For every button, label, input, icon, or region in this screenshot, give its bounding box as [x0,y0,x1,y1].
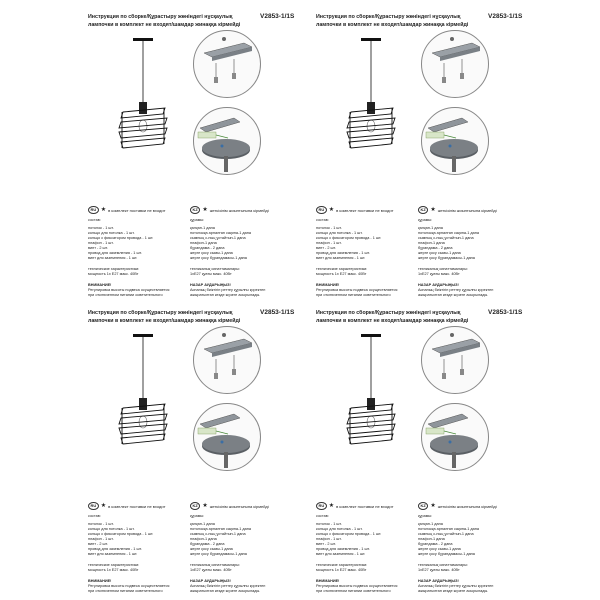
ru-item: провод для заземления - 1 шт. [88,251,142,255]
kz-warning-title: НАЗАР АУДАРЫҢЫЗ! [418,283,459,287]
pendant-lamp-illustration [113,326,183,476]
ru-spec: мощность 1х E27 макс. 40Вт [88,568,139,572]
ru-spec: технические характеристики: [316,267,368,271]
star-icon: ★ [100,503,107,509]
kz-item: бұрандама - 2 дана [418,246,453,250]
kz-item: жерге қосу сымы-1 дана [190,251,233,255]
ru-item: провод для заземления - 1 шт. [316,547,370,551]
ru-item: кольцо для потолка - 1 шт. [316,231,363,235]
kz-warning-text: ажыратылған кезде жүзеге асырылады. [418,589,489,593]
header-note: лампочки в комплект не входят/шамдар жинаққа кірмейді [88,318,241,324]
kz-warning-title: НАЗАР АУДАРЫҢЫЗ! [190,579,231,583]
ru-item: винт - 2 шт. [88,246,108,250]
ru-badge: RU [88,502,99,510]
legend-kz [418,502,497,510]
legend-kz-text: жеткізілім жиынтығына кірмейді [437,207,497,213]
detail-mount-zoom [193,107,261,175]
kz-spec: 1хЕ27 қуаты макс. 40Вт [418,272,460,276]
kz-item: сымның с-ның ұстайтын-1 дана [418,236,474,240]
legend-kz [190,206,269,214]
kz-spec: техникалық сипаттамалары: [418,267,468,271]
kz-spec: техникалық сипаттамалары: [190,563,240,567]
ru-item: плафон - 1 шт. [316,537,342,541]
kz-warning-text: Аспаның биіктігін реттеу құрылғы қоректен [190,288,266,292]
legend-ru-text: в комплект поставки не входит [336,503,394,509]
model-code: V2853-1/1S [260,13,295,20]
ru-spec: технические характеристики: [316,563,368,567]
kz-item: сымның с-ның ұстайтын-1 дана [190,532,246,536]
ru-item: кольцо для потолка - 1 шт. [88,231,135,235]
kz-item: жерге қосу бұрандамасы-1 дана [190,552,247,556]
legend-kz-text: жеткізілім жиынтығына кірмейді [209,207,269,213]
ru-column [88,218,186,298]
ru-badge: RU [316,206,327,214]
kz-warning-text: Аспаның биіктігін реттеу құрылғы қоректен [418,584,494,588]
star-icon: ★ [328,503,335,509]
ru-item: плафон - 1 шт. [316,241,342,245]
kz-item: жерге қосу сымы-1 дана [418,547,461,551]
kz-warning-text: Аспаның биіктігін реттеу құрылғы қоректен [190,584,266,588]
ru-spec: технические характеристики: [88,563,140,567]
legend-kz [418,206,497,214]
legend-kz-text: жеткізілім жиынтығына кірмейді [437,503,497,509]
ru-warning-text: при отключенном питании осветительного [88,589,163,593]
kz-warning-text: ажыратылған кезде жүзеге асырылады. [190,589,261,593]
detail-mount-zoom [193,403,261,471]
detail-bracket-zoom [193,30,261,98]
kz-item: жерге қосу сымы-1 дана [418,251,461,255]
ru-warning-title: ВНИМАНИЕ! [316,579,340,583]
kz-item: плафон-1 дана [190,537,217,541]
ru-item: винт для заземления - 1 шт. [88,552,138,556]
ru-warning-text: Регулировка высоты подвеса осуществляется [316,584,398,588]
detail-bracket-zoom [421,326,489,394]
ru-column [88,514,186,594]
pendant-lamp-illustration [341,326,411,476]
kz-item: жерге қосу бұрандамасы-1 дана [418,256,475,260]
kz-item: бұрандама - 2 дана [418,542,453,546]
kz-item: сымның с-ның ұстайтын-1 дана [190,236,246,240]
kz-column [418,514,516,594]
star-icon: ★ [328,207,335,213]
lamp-socket [367,102,375,114]
pendant-lamp-illustration [341,30,411,180]
ru-item: потолок - 1 шт. [316,226,342,230]
kz-warning-text: ажыратылған кезде жүзеге асырылады. [190,293,261,297]
ru-spec: технические характеристики: [88,267,140,271]
kz-item: сымның с-ның ұстайтын-1 дана [418,532,474,536]
kz-item: потолокқа арналған сақина-1 дана [418,231,479,235]
header-title: Инструкция по сборке/Құрастыру жөніндегі нұсқаулық [88,310,233,316]
kz-contents-title: құрамы: [418,218,433,222]
detail-bracket-zoom [193,326,261,394]
instruction-panel [316,13,523,297]
ru-item: кольцо с фиксатором провода - 1 шт. [88,236,154,240]
lamp-socket [139,398,147,410]
kz-item: жерге қосу бұрандамасы-1 дана [190,256,247,260]
ru-warning-text: при отключенном питании осветительного [88,293,163,297]
kz-item: қалқан-1 дана [418,522,443,526]
header-title: Инструкция по сборке/Құрастыру жөніндегі нұсқаулық [88,14,233,20]
legend-ru-text: в комплект поставки не входит [108,207,166,213]
ru-item: кольцо с фиксатором провода - 1 шт. [316,236,382,240]
kz-item: потолокқа арналған сақина-1 дана [190,527,251,531]
kz-item: бұрандама - 2 дана [190,246,225,250]
legend-kz [190,502,269,510]
ru-item: винт - 2 шт. [316,542,336,546]
kz-spec: 1хЕ27 қуаты макс. 40Вт [190,568,232,572]
instruction-panel [88,309,295,593]
legend-kz-text: жеткізілім жиынтығына кірмейді [209,503,269,509]
ru-item: потолок - 1 шт. [88,226,114,230]
ru-item: винт - 2 шт. [88,542,108,546]
detail-bracket-zoom [421,30,489,98]
ru-item: кольцо с фиксатором провода - 1 шт. [88,532,154,536]
ru-item: винт - 2 шт. [316,246,336,250]
ceiling-canopy [133,334,153,337]
ru-warning-text: при отключенном питании осветительного [316,589,391,593]
star-icon: ★ [430,503,436,509]
ceiling-canopy [133,38,153,41]
star-icon: ★ [430,207,436,213]
kz-warning-title: НАЗАР АУДАРЫҢЫЗ! [418,579,459,583]
detail-mount-zoom [421,107,489,175]
ru-warning-text: при отключенном питании осветительного [316,293,391,297]
ru-badge: RU [316,502,327,510]
ru-contents-title: состав: [316,218,329,222]
kz-badge: KZ [190,502,200,510]
kz-item: плафон-1 дана [418,537,445,541]
kz-column [190,514,288,594]
kz-column [190,218,288,298]
model-code: V2853-1/1S [260,309,295,316]
kz-contents-title: құрамы: [190,218,205,222]
ru-item: потолок - 1 шт. [316,522,342,526]
ru-spec: мощность 1х E27 макс. 40Вт [316,568,367,572]
kz-badge: KZ [418,206,428,214]
kz-item: жерге қосу сымы-1 дана [190,547,233,551]
header-note: лампочки в комплект не входят/шамдар жинаққа кірмейді [88,22,241,28]
star-icon: ★ [202,503,208,509]
kz-spec: техникалық сипаттамалары: [190,267,240,271]
kz-warning-text: Аспаның биіктігін реттеу құрылғы қоректен [418,288,494,292]
legend-ru [316,206,393,214]
ru-item: винт для заземления - 1 шт. [316,552,366,556]
kz-badge: KZ [190,206,200,214]
kz-contents-title: құрамы: [418,514,433,518]
kz-warning-title: НАЗАР АУДАРЫҢЫЗ! [190,283,231,287]
kz-item: қалқан-1 дана [190,226,215,230]
instruction-panel [88,13,295,297]
ru-warning-text: Регулировка высоты подвеса осуществляется [88,288,170,292]
ru-column [316,218,414,298]
ru-warning-text: Регулировка высоты подвеса осуществляется [88,584,170,588]
ru-warning-title: ВНИМАНИЕ! [88,579,112,583]
kz-spec: 1хЕ27 қуаты макс. 40Вт [418,568,460,572]
ru-item: кольцо для потолка - 1 шт. [316,527,363,531]
kz-item: потолокқа арналған сақина-1 дана [418,527,479,531]
lamp-socket [367,398,375,410]
ru-warning-text: Регулировка высоты подвеса осуществляется [316,288,398,292]
kz-contents-title: құрамы: [190,514,205,518]
kz-item: жерге қосу бұрандамасы-1 дана [418,552,475,556]
header-note: лампочки в комплект не входят/шамдар жинаққа кірмейді [316,22,469,28]
kz-item: плафон-1 дана [190,241,217,245]
star-icon: ★ [202,207,208,213]
ru-item: кольцо с фиксатором провода - 1 шт. [316,532,382,536]
ru-badge: RU [88,206,99,214]
ru-contents-title: состав: [316,514,329,518]
header-note: лампочки в комплект не входят/шамдар жинаққа кірмейді [316,318,469,324]
ru-contents-title: состав: [88,218,101,222]
ru-column [316,514,414,594]
kz-badge: KZ [418,502,428,510]
ru-item: провод для заземления - 1 шт. [88,547,142,551]
legend-ru [88,206,165,214]
star-icon: ★ [100,207,107,213]
ru-item: плафон - 1 шт. [88,537,114,541]
ru-warning-title: ВНИМАНИЕ! [88,283,112,287]
kz-column [418,218,516,298]
pendant-lamp-illustration [113,30,183,180]
kz-warning-text: ажыратылған кезде жүзеге асырылады. [418,293,489,297]
kz-spec: техникалық сипаттамалары: [418,563,468,567]
kz-item: потолокқа арналған сақина-1 дана [190,231,251,235]
ru-item: плафон - 1 шт. [88,241,114,245]
legend-ru [316,502,393,510]
header-title: Инструкция по сборке/Құрастыру жөніндегі нұсқаулық [316,14,461,20]
legend-ru-text: в комплект поставки не входит [108,503,166,509]
ru-item: провод для заземления - 1 шт. [316,251,370,255]
model-code: V2853-1/1S [488,309,523,316]
model-code: V2853-1/1S [488,13,523,20]
header-title: Инструкция по сборке/Құрастыру жөніндегі нұсқаулық [316,310,461,316]
ru-contents-title: состав: [88,514,101,518]
ceiling-canopy [361,38,381,41]
kz-item: бұрандама - 2 дана [190,542,225,546]
ru-spec: мощность 1х E27 макс. 40Вт [88,272,139,276]
ru-spec: мощность 1х E27 макс. 40Вт [316,272,367,276]
ru-item: потолок - 1 шт. [88,522,114,526]
legend-ru [88,502,165,510]
kz-item: қалқан-1 дана [418,226,443,230]
kz-spec: 1хЕ27 қуаты макс. 40Вт [190,272,232,276]
instruction-panel [316,309,523,593]
kz-item: қалқан-1 дана [190,522,215,526]
legend-ru-text: в комплект поставки не входит [336,207,394,213]
ru-item: винт для заземления - 1 шт. [88,256,138,260]
ceiling-canopy [361,334,381,337]
ru-item: винт для заземления - 1 шт. [316,256,366,260]
kz-item: плафон-1 дана [418,241,445,245]
lamp-socket [139,102,147,114]
detail-mount-zoom [421,403,489,471]
ru-item: кольцо для потолка - 1 шт. [88,527,135,531]
ru-warning-title: ВНИМАНИЕ! [316,283,340,287]
